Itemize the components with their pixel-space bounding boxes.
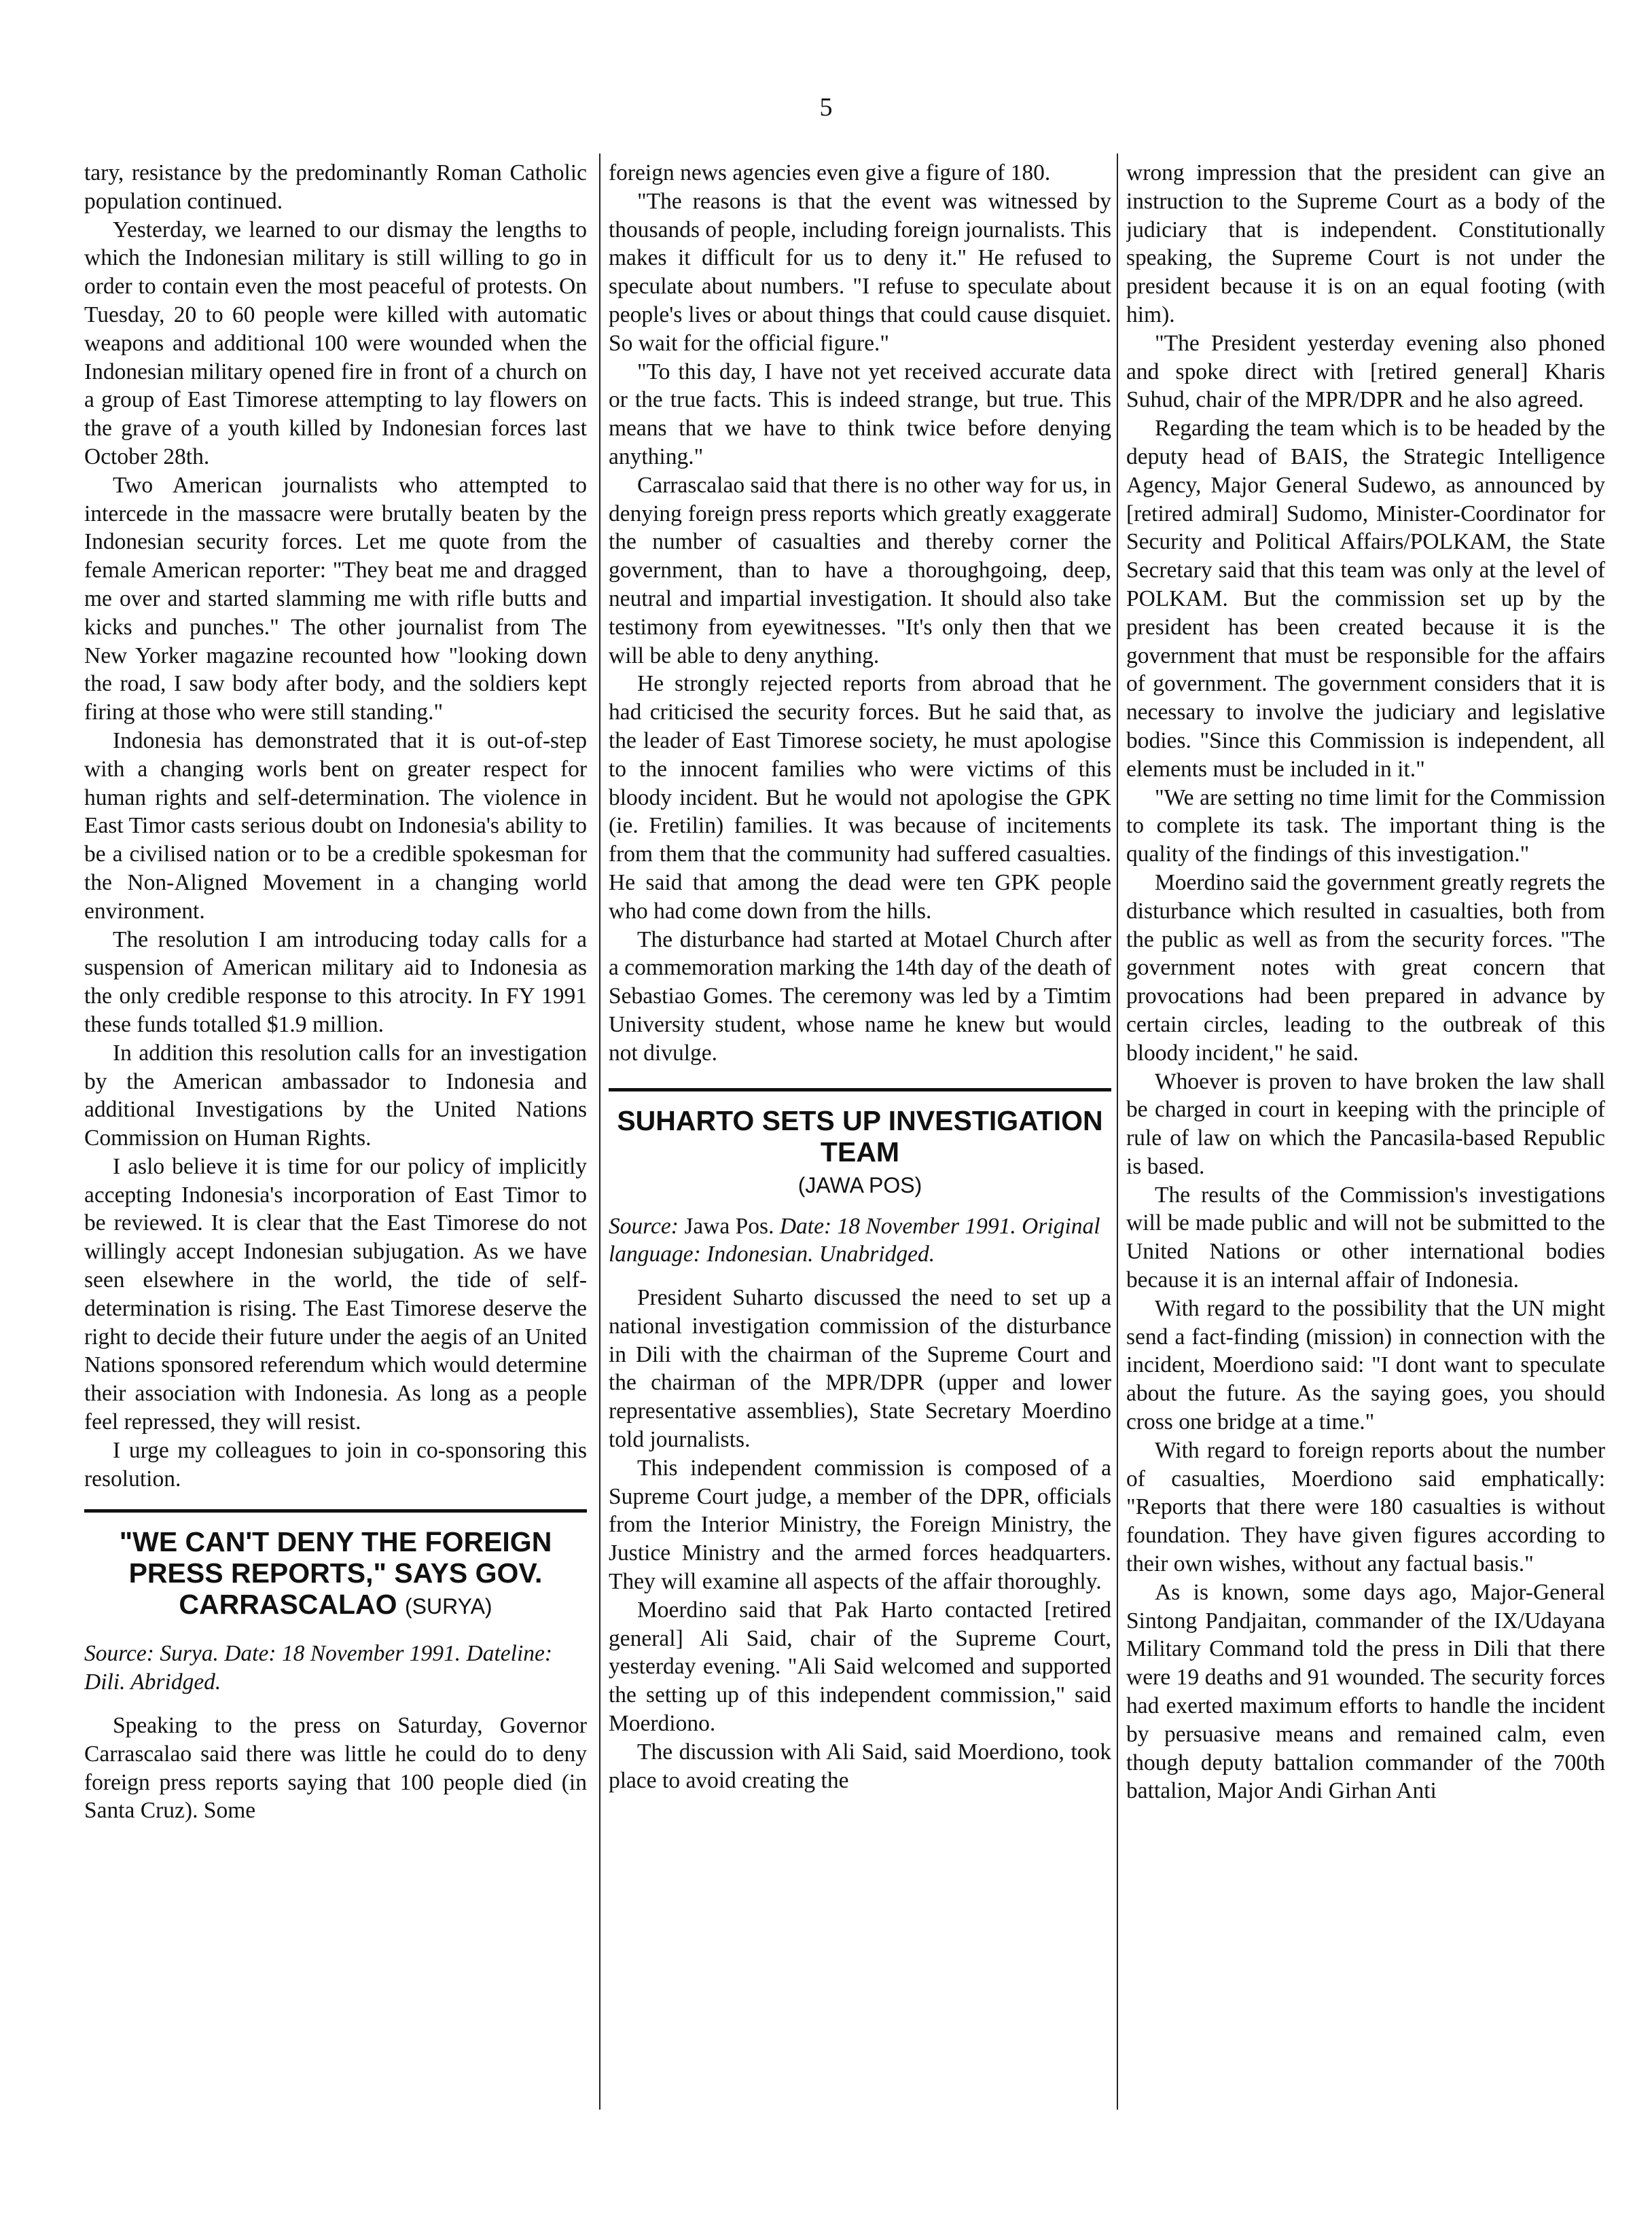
body-paragraph: The resolution I am introducing today calls for a suspension of American military aid to Indonesia as the only credible response to this atrocity. In FY 1991 these funds totalled $1.9 million. bbox=[84, 926, 587, 1037]
body-paragraph: With regard to the possibility that the UN might send a fact-finding (mission) in connection with the incident, Moerdiono said: "I dont want to speculate about the future. As the saying goes, you should cross one bridge at a time." bbox=[1126, 1295, 1605, 1435]
body-paragraph: This independent commission is composed of a Supreme Court judge, a member of the DPR, officials from the Interior Ministry, the Foreign Ministry, the Justice Ministry and the armed forces headquarters. They will examine all aspects of the affair thoroughly. bbox=[609, 1455, 1111, 1595]
body-paragraph: Moerdino said that Pak Harto contacted [retired general] Ali Said, chair of the Supreme Court, yesterday evening. "Ali Said welcomed and supported the setting up of this independent commission," said Moerdiono. bbox=[609, 1597, 1111, 1737]
body-paragraph: I urge my colleagues to join in co-sponsoring this resolution. bbox=[84, 1437, 587, 1492]
column-divider bbox=[1117, 154, 1118, 2110]
body-paragraph: The results of the Commission's investigations will be made public and will not be submitted to the United Nations or other international bodies because it is an internal affair of Indonesia. bbox=[1126, 1182, 1605, 1293]
body-paragraph: wrong impression that the president can give an instruction to the Supreme Court as a body of the judiciary that is independent. Constitutionally speaking, the Supreme Court is not under the president because it is on an equal footing (with him). bbox=[1126, 160, 1605, 327]
article-separator bbox=[609, 1088, 1111, 1091]
headline-text: "WE CAN'T DENY THE FOREIGN PRESS REPORTS," SAYS GOV. CARRASCALAO bbox=[119, 1526, 552, 1621]
publication-name: (SURYA) bbox=[404, 1594, 492, 1619]
body-paragraph: The discussion with Ali Said, said Moerdiono, took place to avoid creating the bbox=[609, 1739, 1111, 1793]
article-headline: SUHARTO SETS UP INVESTIGATION TEAM bbox=[617, 1104, 1103, 1168]
body-paragraph: Whoever is proven to have broken the law shall be charged in court in keeping with the principle of rule of law on which the Pancasila-based Republic is based. bbox=[1126, 1068, 1605, 1179]
body-paragraph: "We are setting no time limit for the Commission to complete its task. The important thing is the quality of the findings of this investigation." bbox=[1126, 784, 1605, 867]
article-headline bbox=[84, 1526, 587, 1622]
body-paragraph: President Suharto discussed the need to set up a national investigation commission of the disturbance in Dili with the chairman of the Supreme Court and the chairman of the MPR/DPR (upper and lower representative assemblies), State Secretary Moerdino told journalists. bbox=[609, 1285, 1111, 1453]
body-paragraph: "To this day, I have not yet received accurate data or the true facts. This is indeed strange, but true. This means that we have to think twice before denying anything." bbox=[609, 359, 1111, 469]
body-paragraph: Yesterday, we learned to our dismay the lengths to which the Indonesian military is still willing to go in order to contain even the most peaceful of protests. On Tuesday, 20 to 60 people were killed with automatic weapons and additional 100 were wounded when the Indonesian military opened fire in front of a church on a group of East Timorese attempting to lay flowers on the grave of a youth killed by Indonesian forces last October 28th. bbox=[84, 217, 587, 469]
body-paragraph: The disturbance had started at Motael Church after a commemoration marking the 14th day of the death of Sebastiao Gomes. The ceremony was led by a Timtim University student, whose name he knew but would not divulge. bbox=[609, 926, 1111, 1066]
body-paragraph: tary, resistance by the predominantly Roman Catholic population continued. bbox=[84, 160, 587, 214]
source-label: Source: bbox=[84, 1641, 154, 1667]
source-line bbox=[609, 1212, 1111, 1269]
column-1 bbox=[84, 159, 587, 2115]
body-paragraph: foreign news agencies even give a figure of 180. bbox=[609, 160, 1051, 185]
body-paragraph: "The reasons is that the event was witnessed by thousands of people, including foreign journalists. This makes it difficult for us to deny it." He refused to speculate about numbers. "I refuse to speculate about people's lives or about things that could cause disquiet. So wait for the official figure." bbox=[609, 188, 1111, 356]
body-paragraph: Speaking to the press on Saturday, Governor Carrascalao said there was little he could do to deny foreign press reports saying that 100 people died (in Santa Cruz). Some bbox=[84, 1713, 587, 1824]
body-paragraph: Moerdino said the government greatly regrets the disturbance which resulted in casualties, both from the public as well as from the security forces. "The government notes with great concern that provocations had been prepared in advance by certain circles, leading to the outbreak of this bloody incident," he said. bbox=[1126, 869, 1605, 1066]
source-text: Date: 18 November 1991. Original language: Indonesian. Unabridged. bbox=[609, 1213, 1100, 1267]
body-paragraph: I aslo believe it is time for our policy of implicitly accepting Indonesia's incorporation of East Timor to be reviewed. It is clear that the East Timorese do not willingly accept Indonesian subjugation. As we have seen elsewhere in the world, the tide of self-determination is rising. The East Timorese deserve the right to decide their future under the aegis of an United Nations sponsored referendum which would determine their association with Indonesia. As long as a people feel repressed, they will resist. bbox=[84, 1153, 587, 1435]
body-paragraph: As is known, some days ago, Major-General Sintong Pandjaitan, commander of the IX/Udayana Military Command told the press in Dili that there were 19 deaths and 91 wounded. The security forces had exerted maximum efforts to handle the incident by persuasive means and remained calm, even though deputy battalion commander of the 700th battalion, Major Andi Girhan Anti bbox=[1126, 1579, 1605, 1804]
source-publication: Jawa Pos. bbox=[684, 1213, 774, 1239]
source-label: Source: bbox=[609, 1213, 679, 1239]
body-paragraph: Carrascalao said that there is no other way for us, in denying foreign press reports which greatly exaggerate the number of casualties and thereby corner the government, than to have a thoroughgoing, deep, neutral and impartial investigation. It should also take testimony from eyewitnesses. "It's only then that we will be able to deny anything. bbox=[609, 472, 1111, 668]
body-paragraph: He strongly rejected reports from abroad that he had criticised the security forces. But he said that, as the leader of East Timorese society, he must apologise to the innocent families who were victims of this bloody incident. But he would not apologise the GPK (ie. Fretilin) families. It was because of incitements from them that the community had suffered casualties. He said that among the dead were ten GPK people who had come down from the hills. bbox=[609, 671, 1111, 924]
column-divider bbox=[599, 154, 600, 2110]
body-paragraph: "The President yesterday evening also phoned and spoke direct with [retired general] Kharis Suhud, chair of the MPR/DPR and he also agreed. bbox=[1126, 330, 1605, 413]
body-paragraph: Regarding the team which is to be headed by the deputy head of BAIS, the Strategic Intelligence Agency, Major General Sudewo, as announced by [retired admiral] Sudomo, Minister-Coordinator for Security and Political Affairs/POLKAM, the State Secretary said that this team was only at the level of POLKAM. But the commission set up by the president has been created because it is the government that must be responsible for the affairs of government. The government considers that it is necessary to involve the judiciary and legislative bodies. "Since this Commission is independent, all elements must be included in it." bbox=[1126, 416, 1605, 782]
body-paragraph: In addition this resolution calls for an investigation by the American ambassador to Indonesia and additional Investigations by the United Nations Commission on Human Rights. bbox=[84, 1040, 587, 1151]
page-number: 5 bbox=[819, 93, 833, 122]
body-paragraph: Two American journalists who attempted to intercede in the massacre were brutally beaten by the Indonesian security forces. Let me quote from the female American reporter: "They beat me and dragged me over and started slamming me with rifle butts and kicks and punches." The other journalist from The New Yorker magazine recounted how "looking down the road, I saw body after body, and the soldiers kept firing at those who were still standing." bbox=[84, 472, 587, 725]
column-3 bbox=[1126, 159, 1605, 2115]
source-line bbox=[84, 1640, 587, 1697]
body-paragraph: Indonesia has demonstrated that it is out-of-step with a changing worls bent on greater respect for human rights and self-determination. The violence in East Timor casts serious doubt on Indonesia's ability to be a civilised nation or to be a credible spokesman for the Non-Aligned Movement in a changing world environment. bbox=[84, 727, 587, 924]
body-paragraph: With regard to foreign reports about the number of casualties, Moerdiono said emphatically: "Reports that there were 180 casualties is without foundation. They have given figures according to their own wishes, without any factual basis." bbox=[1126, 1437, 1605, 1577]
source-text: Surya. Date: 18 November 1991. Dateline: Dili. Abridged. bbox=[84, 1641, 553, 1695]
column-2 bbox=[609, 159, 1111, 2115]
article-separator bbox=[84, 1509, 587, 1513]
publication-name: (JAWA POS) bbox=[797, 1172, 922, 1197]
